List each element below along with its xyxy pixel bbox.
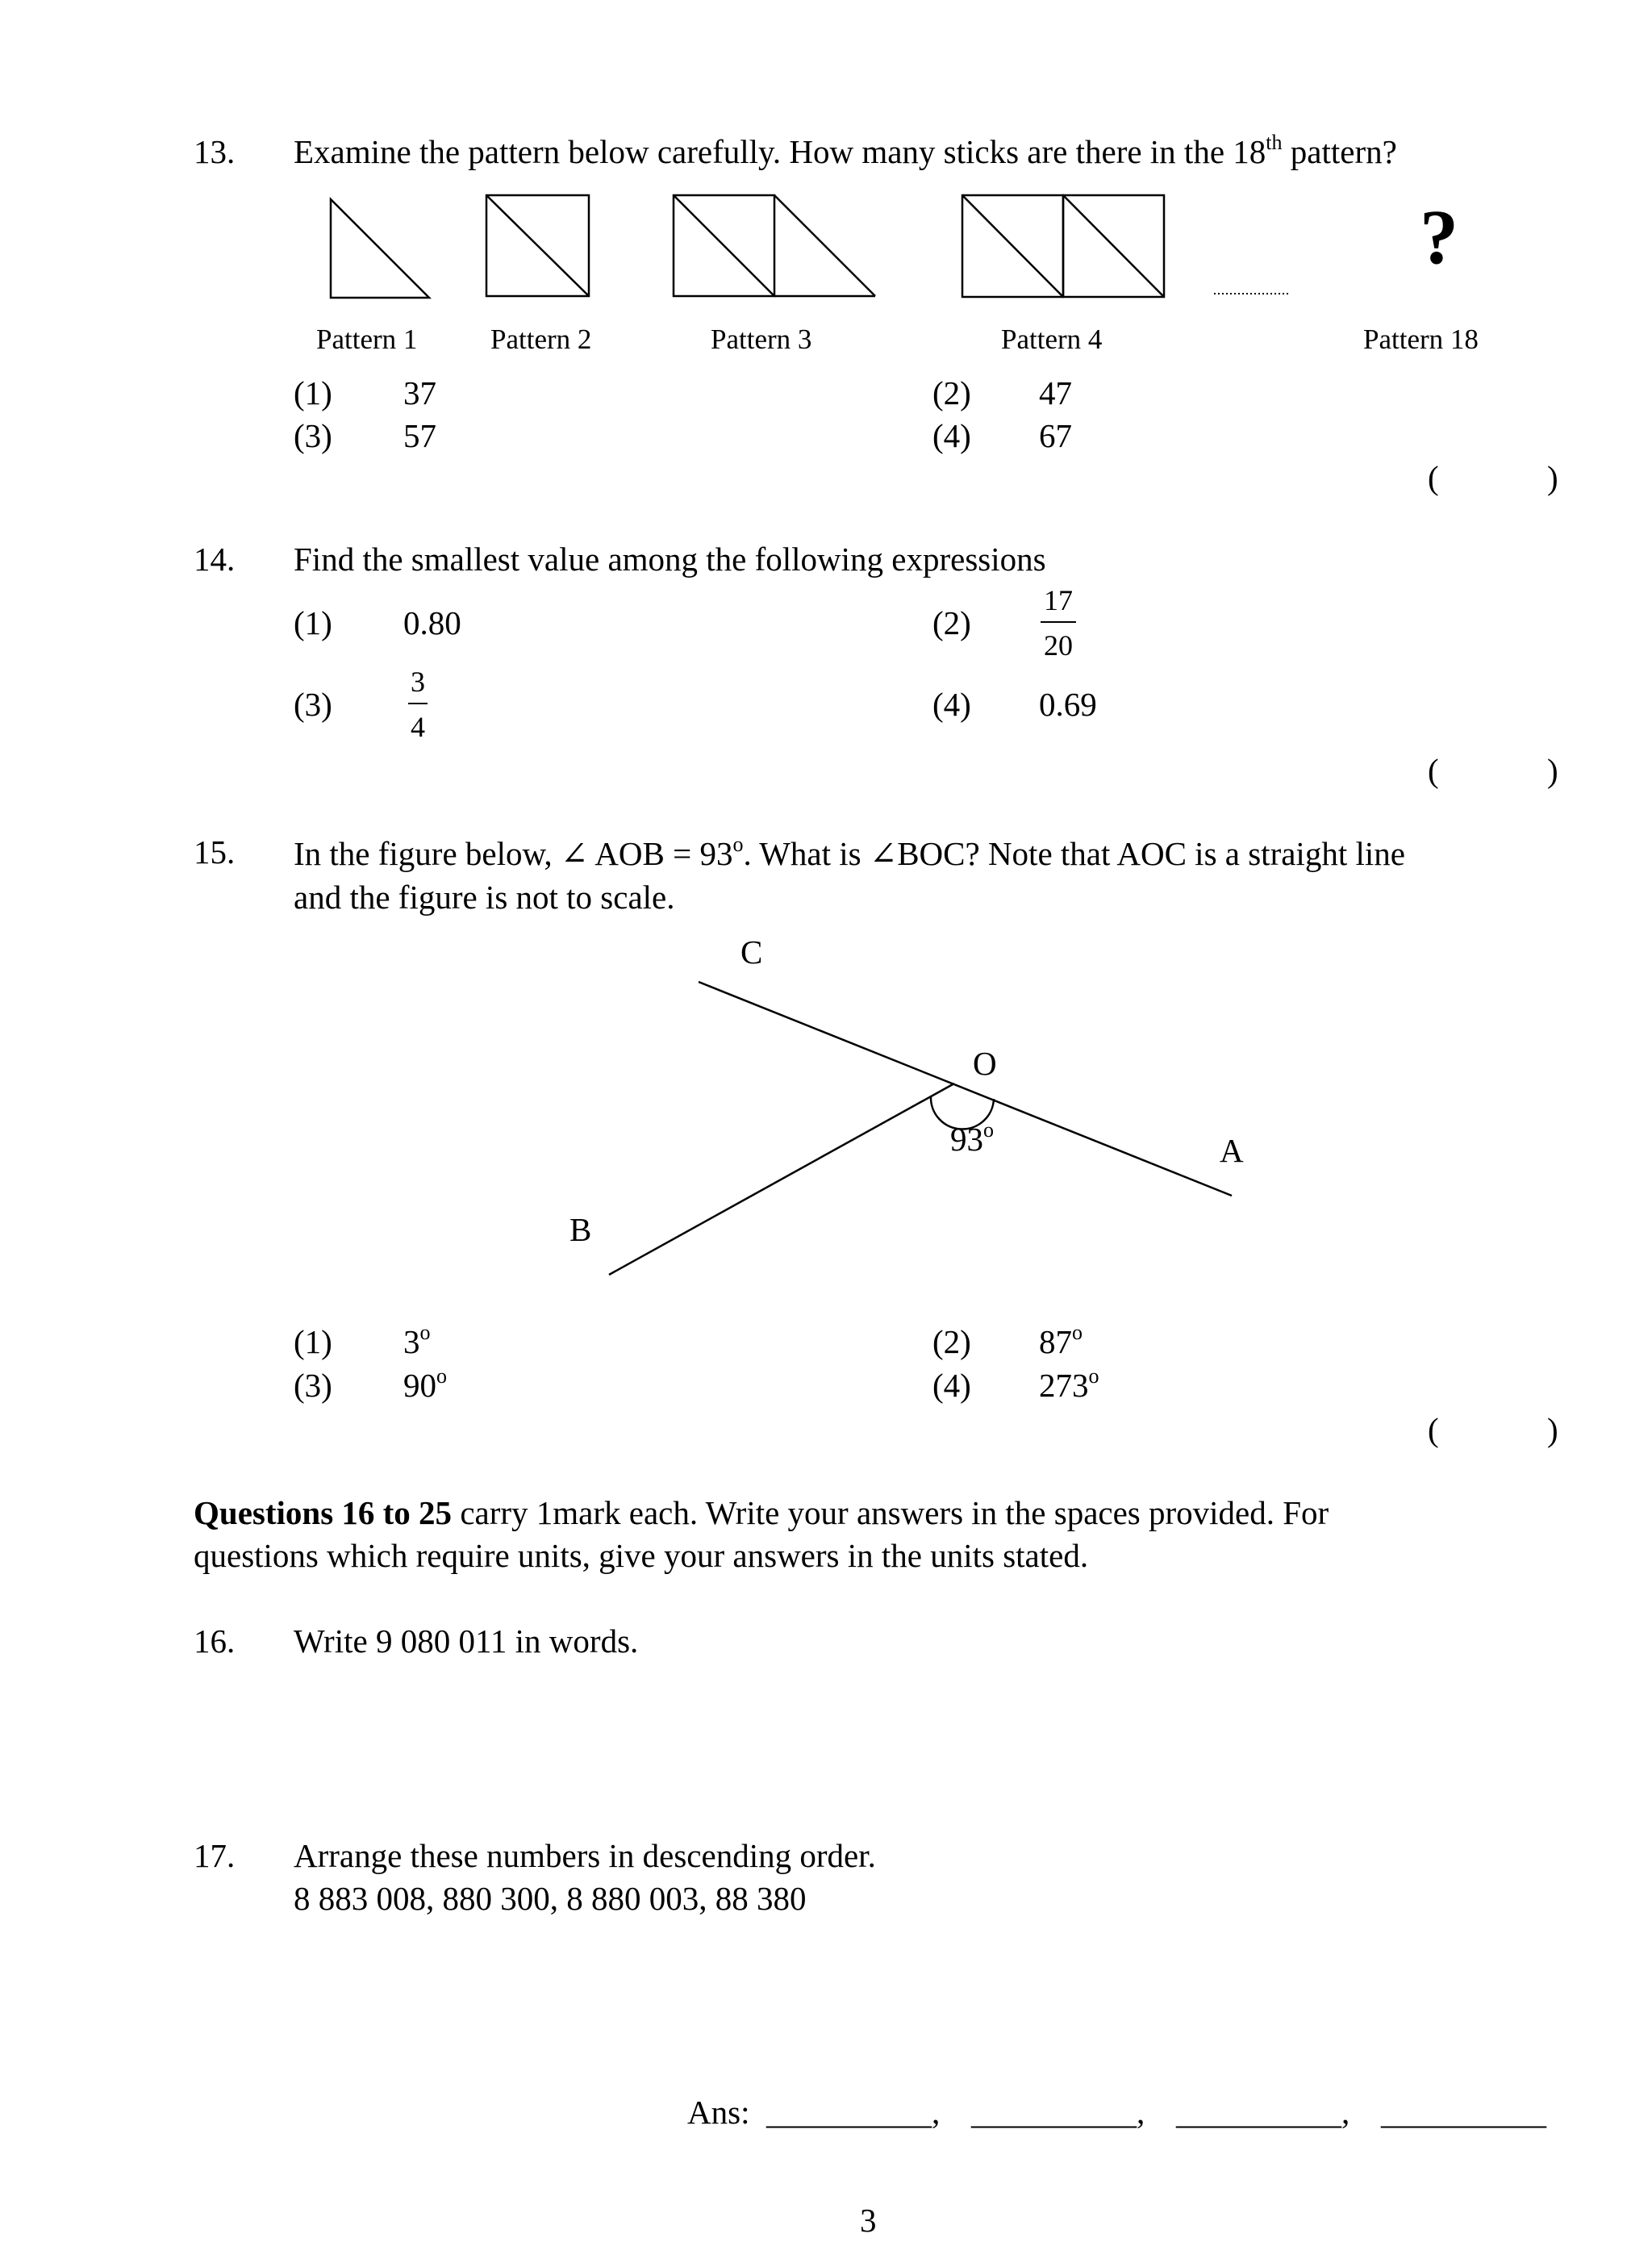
q13-option-1-value: 37 [403, 374, 436, 411]
q17-question-text: Arrange these numbers in descending order. [294, 1837, 876, 1874]
q15-option-1-value: 3$^o$ [403, 1321, 431, 1360]
q15-angle-figure [609, 982, 1232, 1275]
q13-number: 13. [194, 133, 236, 170]
pattern-2-figure [486, 195, 589, 296]
q14-number: 14. [194, 541, 236, 578]
q15-question-line-1: In the figure below, ∠ AOB = $93^o$. What is ∠BOC? Note that AOC is a straight line [294, 833, 1405, 872]
line-aoc [699, 982, 1232, 1196]
q13-option-2-value: 47 [1039, 374, 1072, 411]
q17-number: 17. [194, 1837, 236, 1874]
q13-option-3-value: 57 [403, 417, 436, 454]
q15-answer-bracket-open: ( [1428, 1411, 1439, 1448]
fraction-numerator: 3 [411, 666, 425, 698]
instructions-line-2: questions which require units, give your answers in the units stated. [194, 1537, 1089, 1574]
q13-option-4-number: (4) [932, 417, 971, 454]
q17-answer-blank-3[interactable]: __________, [1176, 2094, 1350, 2131]
q14-option-1-value: 0.80 [403, 604, 461, 641]
figure-label-c: C [740, 933, 763, 971]
q13-question-mark: ? [1420, 194, 1458, 280]
q15-answer-bracket-close: ) [1547, 1411, 1558, 1448]
q14-option-1-number: (1) [294, 604, 332, 641]
figure-label-a: A [1220, 1132, 1244, 1169]
q15-option-3-value: 90$^o$ [403, 1364, 447, 1404]
q15-option-1-number: (1) [294, 1323, 332, 1360]
q14-option-3-number: (3) [294, 686, 332, 723]
q14-option-2-number: (2) [932, 604, 971, 641]
q14-option-2-fraction [1041, 586, 1076, 660]
q17-answer-blank-4[interactable]: __________ [1381, 2094, 1546, 2131]
fraction-denominator: 4 [411, 711, 425, 743]
q17-answer-label: Ans: [687, 2094, 750, 2131]
q17-number-list: 8 883 008, 880 300, 8 880 003, 88 380 [294, 1880, 807, 1917]
pattern-label-1: Pattern 1 [316, 324, 418, 355]
q15-option-4-value: 273$^o$ [1039, 1364, 1099, 1404]
q14-option-3-fraction [408, 667, 428, 741]
q14-option-4-number: (4) [932, 686, 971, 723]
q13-question-text: Examine the pattern below carefully. How many sticks are there in the 18th pattern? [294, 131, 1397, 170]
q13-option-2-number: (2) [932, 374, 971, 411]
q14-answer-bracket-open: ( [1428, 752, 1439, 789]
pattern-4-figure [962, 195, 1164, 297]
q15-option-2-value: 87$^o$ [1039, 1321, 1083, 1360]
pattern-3-figure [674, 195, 875, 296]
pattern-label-2: Pattern 2 [490, 324, 592, 355]
q17-answer-blank-2[interactable]: __________, [971, 2094, 1145, 2131]
pattern-label-3: Pattern 3 [711, 324, 812, 355]
q17-answer-blank-1[interactable]: __________, [766, 2094, 941, 2131]
q15-question-line-2: and the figure is not to scale. [294, 879, 675, 916]
q13-option-4-value: 67 [1039, 417, 1072, 454]
fraction-denominator: 20 [1044, 629, 1073, 662]
q15-number: 15. [194, 833, 236, 871]
pattern-1-figure [331, 199, 429, 298]
figure-label-b: B [569, 1211, 592, 1248]
q13-option-1-number: (1) [294, 374, 332, 411]
fraction-numerator: 17 [1044, 584, 1073, 616]
instructions-line-1: Questions 16 to 25 carry 1mark each. Write your answers in the spaces provided. For [194, 1494, 1329, 1531]
q13-option-3-number: (3) [294, 417, 332, 454]
figure-label-o: O [973, 1045, 997, 1082]
q15-option-3-number: (3) [294, 1367, 332, 1404]
q15-option-4-number: (4) [932, 1367, 971, 1404]
q13-answer-bracket-close: ) [1547, 459, 1558, 496]
pattern-label-18: Pattern 18 [1363, 324, 1479, 355]
figure-angle-label: 93$^o$ [950, 1118, 994, 1158]
q14-question-text: Find the smallest value among the following expressions [294, 541, 1046, 578]
q15-option-2-number: (2) [932, 1323, 971, 1360]
q16-question-text: Write 9 080 011 in words. [294, 1622, 639, 1660]
q16-number: 16. [194, 1622, 236, 1660]
fraction-bar [408, 703, 428, 704]
q14-answer-bracket-close: ) [1547, 752, 1558, 789]
fraction-bar [1041, 621, 1076, 623]
page-number: 3 [860, 2202, 877, 2239]
q14-option-4-value: 0.69 [1039, 686, 1097, 723]
q13-answer-bracket-open: ( [1428, 459, 1439, 496]
pattern-label-4: Pattern 4 [1001, 324, 1103, 355]
line-ob [609, 1084, 954, 1275]
